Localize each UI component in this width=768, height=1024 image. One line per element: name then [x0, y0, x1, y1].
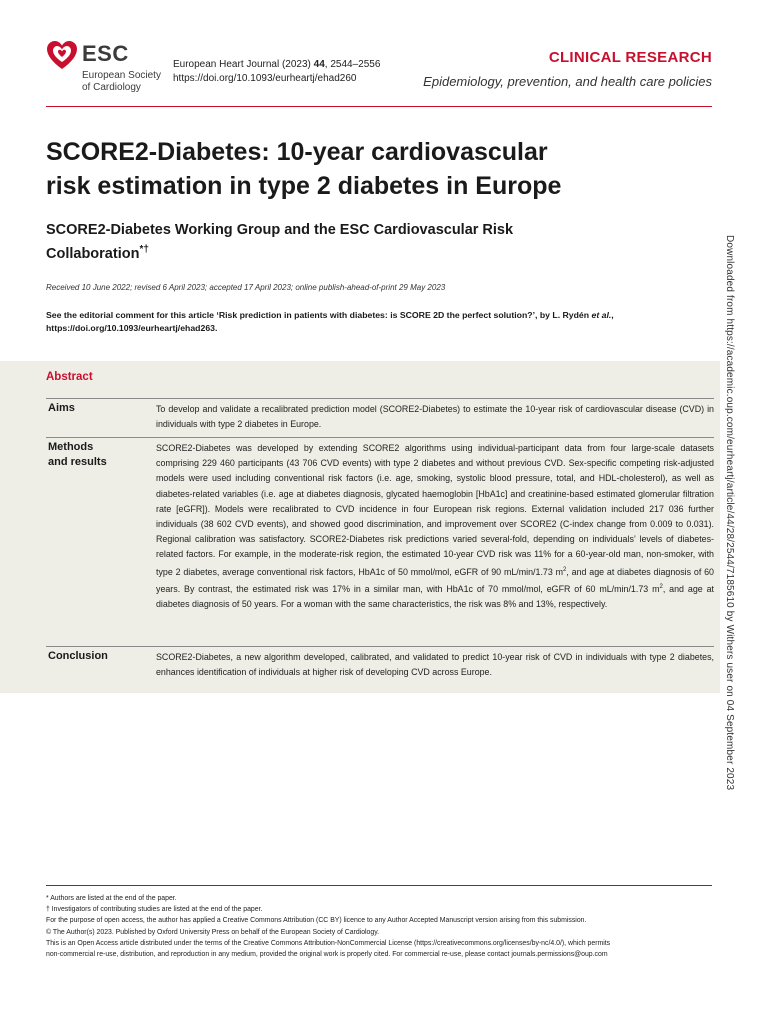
editorial-doi-link[interactable]: https://doi.org/10.1093/eurheartj/ehad263. — [46, 323, 218, 333]
title-line-2: risk estimation in type 2 diabetes in Europe — [46, 172, 562, 200]
citation-line — [173, 58, 380, 72]
superscript: 2 — [659, 583, 663, 590]
footnote: † Investigators of contributing studies are listed at the end of the paper. — [46, 906, 263, 914]
title-line-1: SCORE2-Diabetes: 10-year cardiovascular — [46, 138, 548, 166]
footnote: For the purpose of open access, the author has applied a Creative Commons Attribution (CC BY) licence to any Author Accepted Manuscript version arising from this submission. — [46, 917, 587, 925]
editorial-text: See the editorial comment for this article ‘Risk prediction in patients with diabetes: is SCORE 2D the perfect solution?’, by L. Rydén — [46, 310, 592, 320]
download-note: Downloaded from https://academic.oup.com/eurheartj/article/44/28/2544/7185610 by Withers user on 04 September 2023 — [724, 235, 735, 791]
conclusion-text: SCORE2-Diabetes, a new algorithm developed, calibrated, and validated to predict 10-year risk of CVD in individuals with type 2 diabetes, enhances identification of individuals at higher risk of developing CVD across Europe. — [156, 652, 714, 678]
footnotes — [46, 893, 716, 960]
heart-logo-icon — [46, 40, 78, 72]
editorial-punct: , — [611, 310, 614, 320]
header-divider — [46, 106, 712, 107]
methods-text-part: , and age at diabetes diagnosis of 50 years. For a woman with the same characteristics, the risk was 8% and 13%, respectively. — [156, 583, 714, 609]
section-subtitle: Epidemiology, prevention, and health care policies — [423, 74, 712, 89]
esc-logo — [46, 40, 171, 98]
editorial-comment — [46, 309, 716, 335]
logo-line-1: European Society — [82, 70, 161, 81]
methods-label — [48, 440, 148, 470]
authors-line-2 — [46, 240, 686, 264]
methods-text-part: , and age at diabetes diagnosis of 60 years. By contrast, the estimated risk was 17% in a similar man, with HbA1c of 70 mmol/mol, eGFR of 60 mL/min/1.73 m — [156, 566, 714, 594]
abstract-divider — [46, 437, 714, 438]
superscript: 2 — [563, 566, 567, 573]
footnote: © The Author(s) 2023. Published by Oxford University Press on behalf of the European Society of Cardiology. — [46, 928, 380, 936]
footnote: * Authors are listed at the end of the paper. — [46, 895, 177, 902]
conclusion-label: Conclusion — [48, 650, 108, 662]
article-title — [46, 135, 706, 203]
journal-citation — [173, 58, 380, 86]
footnote: non-commercial re-use, distribution, and reproduction in any medium, provided the original work is properly cited. For commercial re-use, please contact journals.permissions@oup.com — [46, 951, 608, 959]
methods-text — [156, 441, 714, 612]
authors-footnote-marks: *† — [139, 244, 149, 255]
logo-line-2: of Cardiology — [82, 82, 141, 93]
article-authors — [46, 220, 686, 264]
methods-label-line-2: and results — [48, 456, 107, 468]
section-label: CLINICAL RESEARCH — [548, 49, 712, 66]
methods-text-part: SCORE2-Diabetes was developed by extending SCORE2 algorithms using individual-participant data from four large-scale datasets comprising 229 460 participants (43 706 CVD events) with type 2 diabetes and without previous CVD. Sex-specific competing risk-adjusted models were used including conventional risk factors (i.e. age, smoking, systolic blood pressure, total, and HDL-cholesterol), as well as diabetes-related variables (i.e. age at diabetes diagnosis, glycated haemoglobin [HbA1c] and creatinine-based estimated glomerular filtration rate [eGFR]). Models were recalibrated to CVD incidence in four European risk regions. External validation included 217 036 further individuals (38 602 CVD events), and showed good discrimination, and improvement over SCORE2 (C-index change from 0.009 to 0.031). Regional calibration was satisfactory. SCORE2-Diabetes risk predictions varied several-fold, depending on individuals’ levels of diabetes-related factors. For example, in the moderate-risk region, the estimated 10-year CVD risk was 11% for a 60-year-old man, non-smoker, with type 2 diabetes, average conventional risk factors, HbA1c of 50 mmol/mol, eGFR of 90 mL/min/1.73 m — [156, 443, 714, 577]
citation-prefix: European Heart Journal (2023) — [173, 59, 311, 70]
editorial-etal: et al. — [591, 310, 612, 320]
abstract-divider — [46, 398, 714, 399]
received-dates: Received 10 June 2022; revised 6 April 2023; accepted 17 April 2023; online publish-ahead-of-print 29 May 2023 — [46, 283, 446, 292]
logo-acronym: ESC — [82, 41, 129, 66]
abstract-heading: Abstract — [46, 371, 93, 383]
doi-link[interactable]: https://doi.org/10.1093/eurheartj/ehad260 — [173, 73, 357, 84]
footnote: This is an Open Access article distributed under the terms of the Creative Commons Attribution-NonCommercial License (https://creativecommons.org/licenses/by-nc/4.0/), which permits — [46, 939, 611, 947]
authors-line-1: SCORE2-Diabetes Working Group and the ESC Cardiovascular Risk — [46, 222, 514, 238]
footnote-divider — [46, 885, 712, 886]
abstract-divider — [46, 646, 714, 647]
citation-volume: 44 — [313, 59, 325, 70]
aims-label: Aims — [48, 402, 75, 414]
authors-group: Collaboration — [46, 245, 140, 262]
citation-pages: , 2544–2556 — [324, 59, 381, 70]
aims-text: To develop and validate a recalibrated prediction model (SCORE2-Diabetes) to estimate the 10-year risk of cardiovascular disease (CVD) in individuals with type 2 diabetes in Europe. — [156, 404, 714, 430]
methods-label-line-1: Methods — [48, 441, 94, 453]
